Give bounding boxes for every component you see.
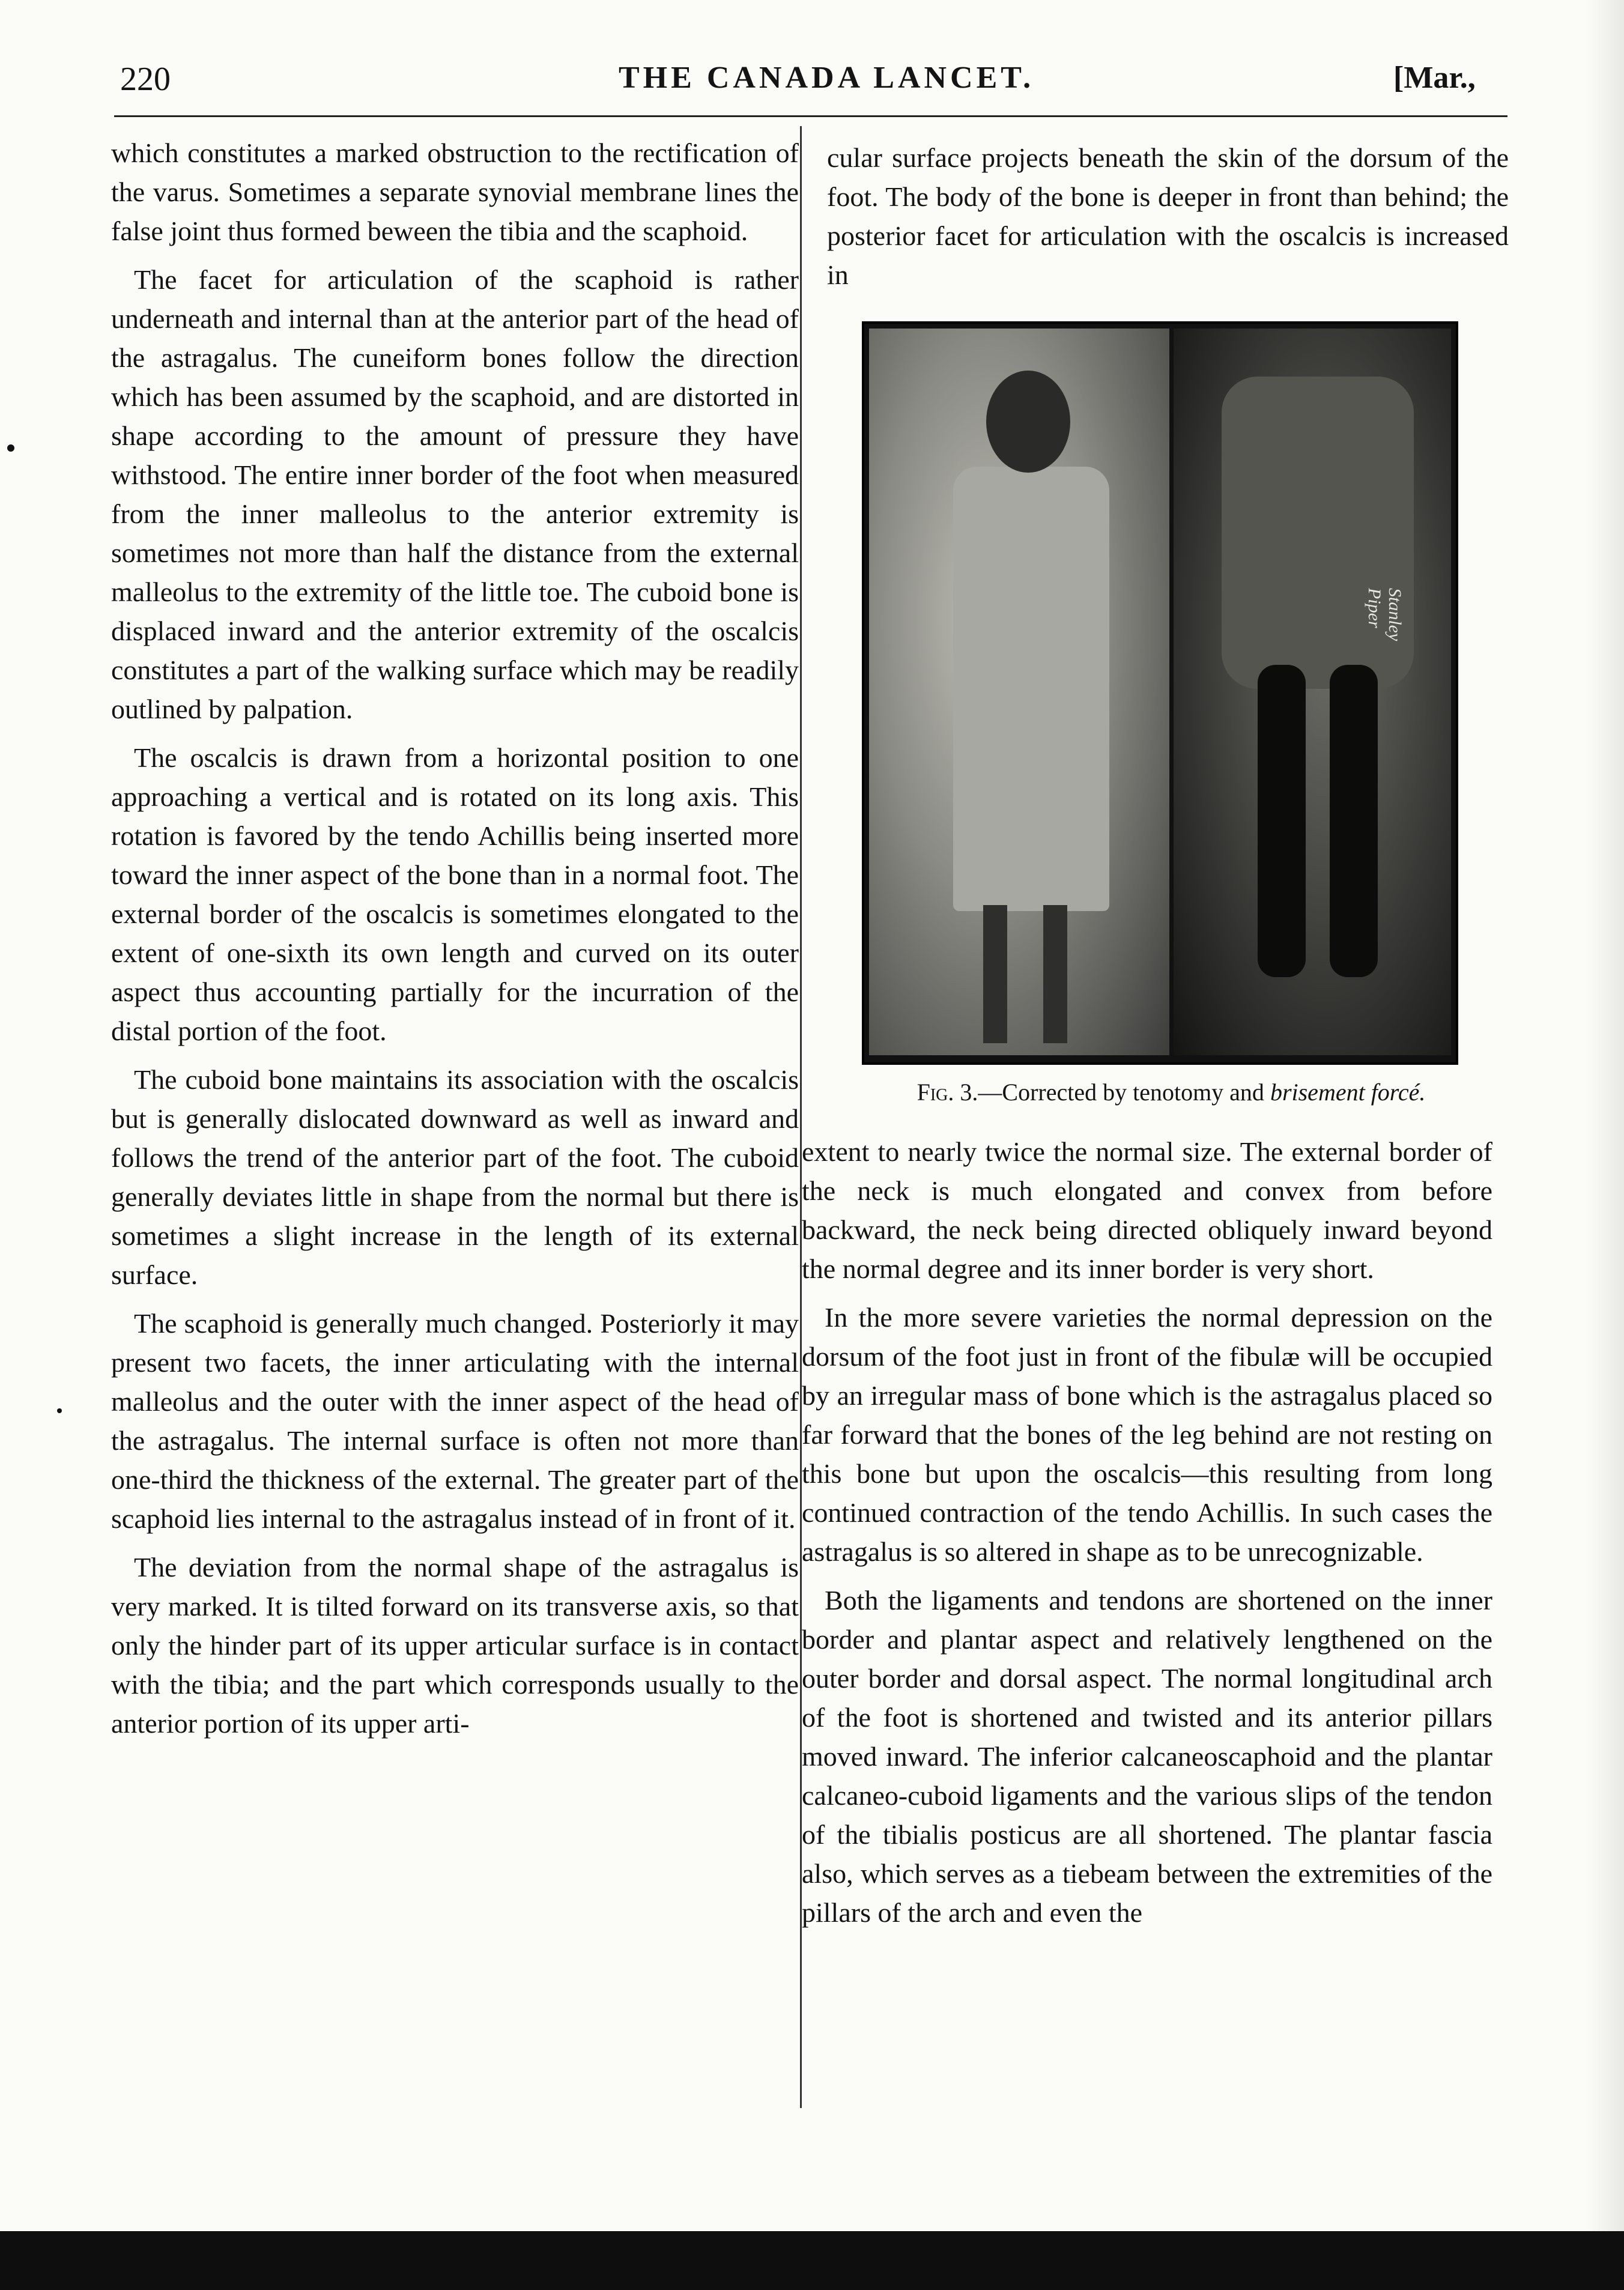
paragraph: cular surface projects beneath the skin of the dorsum of the foot. The body of the bone is deeper in front than behind; the posterior facet for articulation with the oscalcis is increased in [827, 142, 1509, 290]
skirt-silhouette [1222, 377, 1414, 689]
paragraph: which constitutes a marked obstruction to the rectification of the varus. Sometimes a separate synovial membrane lines the false joint thus formed beween the tibia and the scaphoid. [111, 138, 799, 246]
figure-caption [847, 1078, 1495, 1106]
patient-photo-legs [1174, 329, 1451, 1055]
paragraph: The oscalcis is drawn from a horizontal position to one approaching a vertical and is rotated on its long axis. This rotation is favored by the tendo Achillis being inserted more toward the inner aspect of the bone than in a normal foot. The external border of the oscalcis is sometimes elongated to the extent of one-sixth its own length and curved on its outer aspect thus accounting partially for the incurration of the distal portion of the foot. [111, 742, 799, 1046]
paragraph: In the more severe varieties the normal depression on the dorsum of the foot just in front of the fibulæ will be occupied by an irregular mass of bone which is the astragalus placed so far forward that the bones of the leg behind are not resting on this bone but upon the oscalcis—this resulting from long continued contraction of the tendo Achillis. In such cases the astragalus is so altered in shape as to be unrecognizable. [802, 1302, 1492, 1567]
right-column-top [827, 138, 1509, 304]
ink-speck [57, 1408, 62, 1413]
leg-silhouette [983, 905, 1007, 1043]
head-silhouette [986, 371, 1070, 473]
figure-label: Fig. 3. [917, 1079, 978, 1106]
caption-text: —Corrected by tenotomy and [978, 1079, 1264, 1106]
leg-silhouette [1043, 905, 1067, 1043]
leg-silhouette [1330, 665, 1378, 977]
paragraph: The deviation from the normal shape of the astragalus is very marked. It is tilted forward on its transverse axis, so that only the hinder part of its upper articular surface is in contact with the tibia; and the part which corresponds usually to the anterior portion of its upper arti- [111, 1552, 799, 1739]
page-number: 220 [120, 61, 171, 98]
journal-title: THE CANADA LANCET. [619, 61, 1035, 95]
paragraph: Both the ligaments and tendons are shortened on the inner border and plantar aspect and relatively lengthened on the outer border and dorsal aspect. The normal longitudinal arch of the foot is shortened and twisted and its anterior pillars moved inward. The inferior calcaneoscaphoid and the plantar calcaneo-cuboid ligaments and the various slips of the tendon of the tibialis posticus are all shortened. The plantar fascia also, which serves as a tiebeam between the extremities of the pillars of the arch and even the [802, 1585, 1492, 1928]
issue-month: [Mar., [1393, 61, 1476, 95]
left-column [111, 133, 799, 1752]
paragraph: The cuboid bone maintains its association with the oscalcis but is generally dislocated downward as well as inward and follows the trend of the anterior part of the foot. The cuboid generally deviates little in shape from the normal but there is sometimes a slight increase in the length of its external surface. [111, 1064, 799, 1290]
patient-photo-full [869, 329, 1169, 1055]
ink-speck [7, 444, 14, 452]
page-edge-shadow [1586, 0, 1624, 2290]
photographer-signature: Stanley Piper [1365, 588, 1405, 641]
paragraph: extent to nearly twice the normal size. The external border of the neck is much elongated and convex from before backward, the neck being directed obliquely inward beyond the normal degree and its inner border is very short. [802, 1136, 1492, 1284]
scan-bottom-edge [0, 2231, 1624, 2290]
figure-photograph [862, 321, 1458, 1065]
leg-silhouette [1258, 665, 1306, 977]
dress-silhouette [953, 467, 1109, 911]
paragraph: The facet for articulation of the scaphoid is rather underneath and internal than at the anterior part of the head of the astragalus. The cuneiform bones follow the direction which has been assumed by the scaphoid, and are distorted in shape according to the amount of pressure they have withstood. The entire inner border of the foot when measured from the inner malleolus to the anterior extremity is sometimes not more than half the distance from the external malleolus to the extremity of the little toe. The cuboid bone is displaced inward and the anterior extremity of the oscalcis constitutes a part of the walking surface which may be readily outlined by palpation. [111, 264, 799, 724]
right-column-bottom [802, 1132, 1492, 1942]
header-rule [114, 115, 1507, 117]
paragraph: The scaphoid is generally much changed. Posteriorly it may present two facets, the inner articulating with the internal malleolus and the outer with the inner aspect of the head of the astragalus. The internal surface is often not more than one-third the thickness of the external. The greater part of the scaphoid lies internal to the astragalus instead of in front of it. [111, 1308, 799, 1534]
caption-italic: brisement forcé. [1270, 1079, 1426, 1106]
